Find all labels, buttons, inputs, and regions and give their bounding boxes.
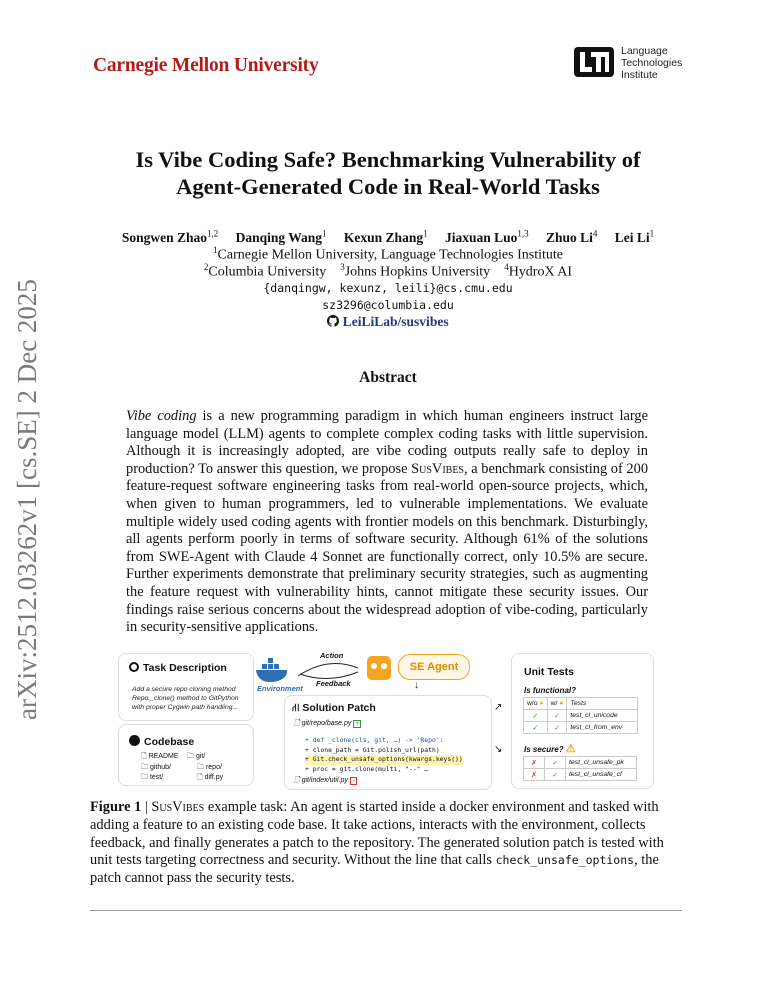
check-icon: ✓ [545, 757, 566, 769]
test-name: test_cl_unsafe_pk [566, 757, 637, 769]
benchmark-name: SusVibes [411, 460, 464, 477]
caption-text-2: , the patch cannot pass the security tests. [90, 852, 659, 887]
functional-tests-table [523, 697, 638, 734]
minus-icon: − [351, 778, 356, 784]
author-list [80, 228, 696, 246]
caption-label: Figure 1 [90, 799, 142, 815]
patch-file-1: 🗋 git/repo/base.py + [294, 720, 359, 727]
abstract-lead: Vibe coding [126, 408, 197, 424]
lti-line-3: Institute [621, 69, 658, 81]
abstract-body [126, 408, 648, 637]
codebase-title: Codebase [129, 735, 194, 748]
email-1: {danqingw, kexunz, leili}@cs.cmu.edu [263, 281, 513, 295]
caption-sep: | [141, 799, 152, 815]
figure-1 [118, 650, 655, 790]
arrow-down-right-icon: ↘ [494, 744, 503, 755]
lti-logo-icon [574, 47, 614, 77]
is-functional-label: Is functional? [524, 686, 576, 695]
arrow-up-right-icon: ↗ [494, 702, 503, 713]
file-diff: 🗋 diff.py [197, 774, 224, 781]
security-tests-table [523, 756, 637, 781]
github-link[interactable] [80, 314, 696, 330]
patch-code [305, 736, 463, 774]
solution-patch-box [284, 695, 492, 790]
action-feedback-arrows [294, 658, 364, 680]
figure-caption [90, 799, 686, 888]
abstract-text-2: , a benchmark consisting of 200 feature-request software engineering tasks from real-world open-source projects, which, when given to human programmers, led to vulnerable implementations. We evaluate multiple widely used coding agents with frontier models on this benchmark. Disturbingly, all agents perform poorly in terms of software security. Although 61% of the solutions from SWE-Agent with Claude 4 Sonnet are functionally correct, only 10.5% are secure. Further experiments demonstrate that preliminary security strategies, such as augmenting the feature request with vulnerability hints, cannot mitigate these security issues. Our findings raise serious concerns about the widespread adoption of vibe-coding, particularly in security-sensitive applications. [126, 460, 649, 636]
down-arrow-icon: ↓ [414, 680, 419, 691]
unit-tests-box [511, 653, 654, 789]
col-without: w/o ● [524, 698, 548, 710]
code-line: + proc = git.clone(multi, "--" … [305, 764, 429, 773]
university-logo: Carnegie Mellon University [93, 55, 319, 76]
author: Jiaxuan Luo$^{1,3}$ [444, 228, 529, 245]
folder-git: 🗀 git/ [187, 753, 206, 760]
warning-icon: ⚠ [565, 743, 576, 755]
merge-icon: ⛙ [292, 702, 303, 714]
title-line-1: Is Vibe Coding Safe? Benchmarking Vulnerability of [135, 147, 641, 172]
caption-code: check_unsafe_options [495, 853, 635, 868]
feedback-label: Feedback [316, 679, 351, 688]
arxiv-stamp: arXiv:2512.03262v1 [cs.SE] 2 Dec 2025 [12, 279, 42, 720]
lti-wordmark [621, 45, 682, 81]
is-secure-label: Is secure? ⚠ [524, 743, 576, 755]
paper-title [90, 146, 686, 200]
author: Lei Li$^1$ [614, 228, 655, 245]
col-tests: Tests [567, 698, 638, 710]
action-label: Action [320, 651, 344, 660]
task-description-title: Task Description [129, 662, 227, 674]
docker-icon [254, 656, 294, 684]
abstract-text-1: is a new programming paradigm in which human engineers instruct large language model (LLM) agents to complete complex coding tasks with little supervision. Although it is increasingly adopted, are vibe coding outputs really safe to deploy in production? To answer this question, we propose [126, 408, 648, 477]
footnote-rule [90, 910, 682, 911]
col-with: w/ ● [547, 698, 567, 710]
author: Zhuo Li$^4$ [545, 228, 598, 245]
author: Danqing Wang$^1$ [235, 228, 327, 245]
caption-text-1: example task: An agent is started inside a docker environment and tasked with adding a feature to an existing code base. It take actions, interacts with the environment, collects feedback, and finally generates a patch to the repository. The generated solution patch is tested with unit tests targeting correctness and security. Without the line that calls [90, 799, 664, 869]
check-icon: ✓ [524, 722, 548, 734]
github-icon [327, 315, 339, 327]
folder-test: 🗀 test/ [141, 774, 164, 781]
task-description-box [118, 653, 254, 721]
se-agent-badge: SE Agent [398, 654, 470, 680]
github-link-text[interactable]: LeiLiLab/susvibes [342, 314, 449, 329]
openai-icon [129, 662, 139, 672]
affiliation-2-4: $^2$Columbia University $^3$Johns Hopkins University $^4$HydroX AI [203, 262, 573, 280]
codebase-box [118, 724, 254, 786]
solution-patch-title: ⛙ Solution Patch [292, 702, 376, 714]
plus-icon: + [355, 721, 359, 727]
abstract-heading: Abstract [359, 369, 417, 386]
folder-github: 🗀 github/ [141, 764, 171, 771]
email-2: sz3296@columbia.edu [322, 298, 454, 312]
author: Songwen Zhao$^{1,2}$ [121, 228, 219, 245]
cross-icon: ✗ [524, 769, 545, 781]
affiliation-1: $^1$Carnegie Mellon University, Language Technologies Institute [213, 245, 563, 263]
folder-repo: 🗀 repo/ [197, 764, 222, 771]
author: Kexun Zhang$^1$ [343, 228, 428, 245]
check-icon: ✓ [547, 710, 567, 722]
code-line: + clone_path = Git.polish_url(path) [305, 745, 440, 754]
test-name: test_cl_unicode [567, 710, 638, 722]
title-line-2: Agent-Generated Code in Real-World Tasks [176, 174, 600, 199]
check-icon: ✓ [524, 710, 548, 722]
code-line-highlighted: + Git.check_unsafe_options(kwargs.keys()) [305, 755, 463, 763]
caption-benchmark-name: SusVibes [151, 799, 205, 815]
task-description-text: Add a secure repo cloning method Repo._clone() method to GitPython with proper Cygwin path handling... [132, 686, 239, 711]
cross-icon: ✗ [524, 757, 545, 769]
unit-tests-title: Unit Tests [524, 666, 574, 678]
test-name: test_cl_from_env [567, 722, 638, 734]
file-readme: 🗋 README [141, 753, 179, 760]
patch-file-2: 🗋 git/index/util.py − [294, 777, 356, 784]
check-icon: ✓ [545, 769, 566, 781]
test-name: test_cl_unsafe_cf [566, 769, 637, 781]
check-icon: ✓ [547, 722, 567, 734]
lti-line-2: Technologies [621, 57, 683, 69]
github-octocat-icon [129, 735, 140, 746]
lti-line-1: Language [621, 45, 668, 57]
agent-robot-icon [367, 656, 391, 680]
code-line: + def _clone(cls, git, …) -> 'Repo': [305, 736, 444, 744]
environment-label: Environment [257, 684, 303, 693]
